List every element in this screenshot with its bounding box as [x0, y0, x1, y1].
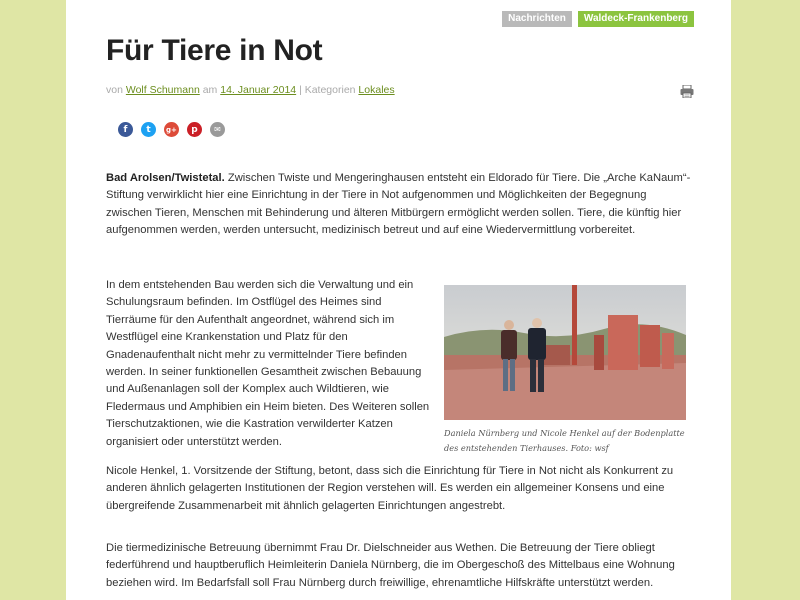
author-link[interactable]: Wolf Schumann: [125, 84, 200, 96]
lead-place: Bad Arolsen/Twistetal.: [106, 172, 225, 184]
tag-nachrichten[interactable]: Nachrichten: [502, 11, 572, 27]
meta-date-prefix: am: [202, 84, 218, 96]
paragraph-1: [106, 170, 691, 240]
paragraph-3: Nicole Henkel, 1. Vorsitzende der Stiftung, betont, dass sich die Einrichtung für Tiere in Not nicht als Konkurrent zu anderen ähnlich gelagerten Institutionen der Region verstehen will. Es werden ein allgemeiner Konsens und eine übergreifende Zusammenarbeit mit ähnlich gelagerten Einrichtungen angestrebt.: [106, 465, 674, 512]
twitter-icon[interactable]: t: [141, 122, 156, 137]
date-link[interactable]: 14. Januar 2014: [220, 84, 297, 96]
tag-waldeck-frankenberg[interactable]: Waldeck-Frankenberg: [578, 11, 694, 27]
facebook-icon[interactable]: f: [118, 122, 133, 137]
article-page: [66, 0, 731, 600]
tag-list: [502, 11, 694, 27]
article-photo[interactable]: [444, 285, 686, 420]
paragraph-1-text: Zwischen Twiste und Mengeringhausen entsteht ein Eldorado für Tiere. Die „Arche KaNaum“-Stiftung verwirklicht hier eine Einrichtung in der Tiere in Not aufgenommen und Möglichkeiten der Begegnung zwischen Tieren, Menschen mit Behinderung und älteren Mitbürgern ermöglicht werden sollen. Tiere, die künftig hier aufgenommen werden, werden untersucht, medizinisch betreut und auf eine Wiedervermittlung vorbereitet.: [106, 172, 691, 237]
share-bar: [118, 122, 225, 137]
paragraph-4: Die tiermedizinische Betreuung übernimmt Frau Dr. Dielschneider aus Wethen. Die Betreuung der Tiere obliegt federführend und hauptberuflich Heimleiterin Daniela Nürnberg, die im Obergeschoß des Mittelbaus eine Wohnung beziehen wird. Im Bedarfsfall soll Frau Nürnberg durch freiwillige, ehrenamtliche Hilfskräfte unterstützt werden.: [106, 542, 675, 589]
photo-caption: Daniela Nürnberg und Nicole Henkel auf der Bodenplatte des entstehenden Tierhauses. Foto: wsf: [444, 428, 685, 453]
print-icon[interactable]: [680, 85, 694, 98]
pinterest-icon[interactable]: p: [187, 122, 202, 137]
paragraph-2: In dem entstehenden Bau werden sich die Verwaltung und ein Schulungsraum befinden. Im Ostflügel des Heimes sind Tierräume für den Aufenthalt angeordnet, während sich im Westflügel eine Krankenstation und Platz für den Gnadenaufenthalt nicht mehr zu vermittelnder Tiere befinden werden. In seiner funktionellen Gesamtheit zwischen Bebauung und Außenanlagen soll der Komplex auch Wildtieren, wie Fledermaus und Amphibien ein Heim bieten. Des Weiteren sollen Tierschutzaktionen, wie die Kastration verwilderter Katzen organisiert oder unterstützt werden.: [106, 279, 430, 448]
meta-categories-prefix: | Kategorien: [299, 84, 356, 96]
article-figure: [444, 285, 686, 456]
article-meta: [106, 84, 395, 96]
meta-prefix: von: [106, 84, 123, 96]
google-plus-icon[interactable]: g+: [164, 122, 179, 137]
email-icon[interactable]: ✉: [210, 122, 225, 137]
page-title: Für Tiere in Not: [106, 34, 323, 67]
category-link[interactable]: Lokales: [358, 84, 395, 96]
